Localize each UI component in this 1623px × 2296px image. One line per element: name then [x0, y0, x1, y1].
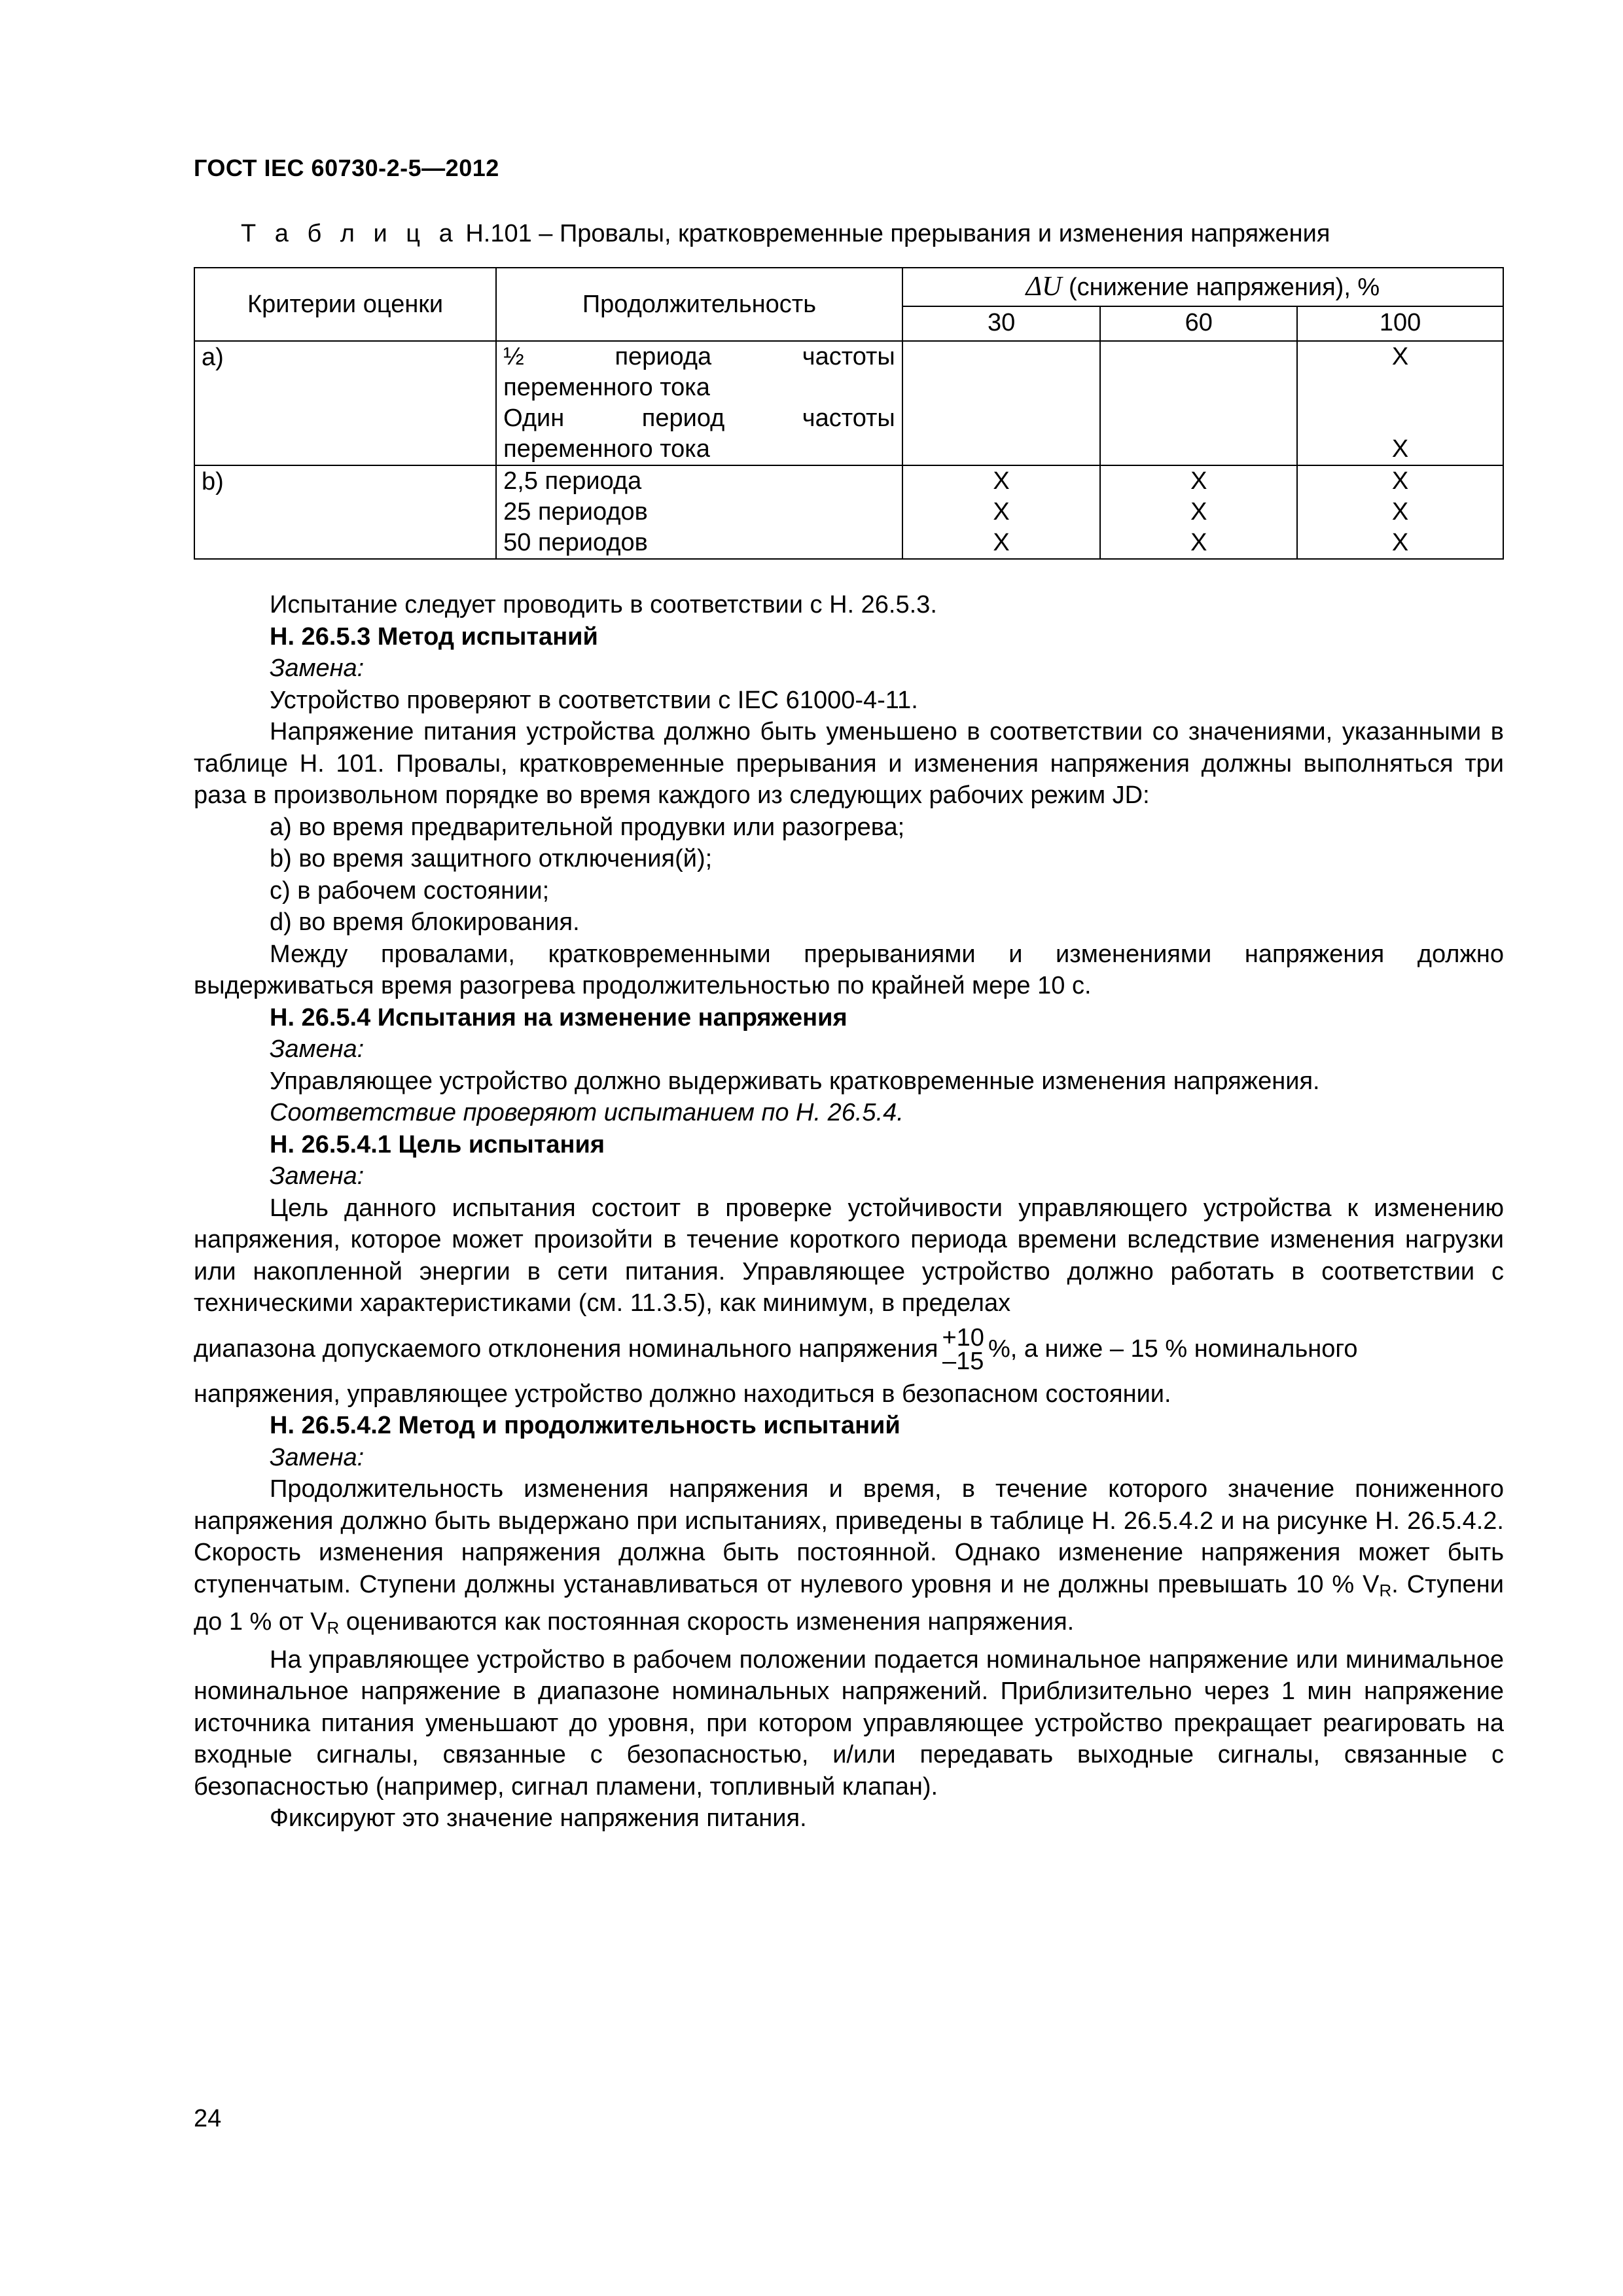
compliance-note: Соответствие проверяют испытанием по Н. 26.5.4.	[270, 1099, 904, 1126]
mark: X	[993, 467, 1010, 495]
list-item: а) во время предварительной продувки или разогрева;	[270, 813, 905, 841]
replacement-label: Замена:	[270, 655, 365, 682]
mark	[1107, 403, 1290, 434]
subscript: R	[1379, 1580, 1392, 1600]
paragraph: Между провалами, кратковременными прерываниями и изменениями напряжения должно выдерживаться время разогрева продолжительностью по крайней мере 10 с.	[194, 940, 1504, 999]
document-header: ГОСТ IEC 60730-2-5—2012	[194, 154, 499, 181]
text-run: оцениваются как постоянная скорость изменения напряжения.	[339, 1608, 1075, 1636]
duration-line: Один период частоты	[503, 404, 895, 432]
section-heading: Н. 26.5.4.1 Цель испытания	[270, 1130, 605, 1158]
header-criteria: Критерии оценки	[194, 268, 496, 341]
paragraph: Испытание следует проводить в соответствии с Н. 26.5.3.	[270, 591, 937, 619]
mark-cell-100	[1297, 465, 1503, 559]
tolerance-text-pre: диапазона допускаемого отклонения номинального напряжения	[194, 1335, 938, 1363]
paragraph	[194, 1473, 1504, 1644]
mark: X	[1190, 529, 1207, 556]
mark-cell-60	[1100, 341, 1297, 465]
paragraph: напряжения, управляющее устройство должно находиться в безопасном состоянии.	[194, 1380, 1171, 1408]
mark	[910, 372, 1094, 403]
duration-line: переменного тока	[503, 374, 710, 401]
text-run: Продолжительность изменения напряжения и время, в течение которого значение пониженного напряжения должно быть выдержано при испытаниях, приведены в таблице Н. 26.5.4.2 и на рисунке Н. 26.5.4.2. Скорость изменения напряжения должна быть постоянной. Однако изменение напряжения может быть ступенчатым. Ступени должны устанавливаться от нулевого уровня и не должны превышать 10 % V	[194, 1475, 1504, 1598]
mark	[1304, 372, 1496, 403]
table-caption-prefix: Т а б л и ц а	[241, 220, 459, 247]
mark: X	[1391, 435, 1409, 463]
list-item: d) во время блокирования.	[270, 908, 580, 936]
mark-cell-30	[902, 341, 1101, 465]
replacement-label: Замена:	[270, 1035, 365, 1063]
mark-cell-100	[1297, 341, 1503, 465]
section-heading: Н. 26.5.4.2 Метод и продолжительность испытаний	[270, 1412, 901, 1439]
tolerance-minus: –15	[942, 1348, 984, 1376]
mark: X	[1391, 343, 1409, 370]
mark: X	[1391, 529, 1409, 556]
paragraph: Напряжение питания устройства должно быть уменьшено в соответствии со значениями, указанными в таблице Н. 101. Провалы, кратковременные прерывания и изменения напряжения должны выполняться три раза в произвольном порядке во время каждого из следующих рабочих режим JD:	[194, 718, 1504, 809]
duration-line: 2,5 периода	[503, 467, 642, 495]
mark	[1107, 434, 1290, 465]
subscript: R	[327, 1618, 340, 1638]
tolerance-line	[194, 1319, 1504, 1378]
table-caption	[241, 220, 1330, 248]
mark: X	[1391, 467, 1409, 495]
table-caption-text: Н.101 – Провалы, кратковременные прерывания и изменения напряжения	[465, 220, 1330, 247]
mark: X	[1190, 467, 1207, 495]
duration-line: 25 периодов	[503, 498, 648, 526]
delta-u-symbol: ΔU	[1026, 272, 1062, 302]
section-heading: Н. 26.5.4 Испытания на изменение напряжения	[270, 1003, 847, 1031]
mark: X	[993, 498, 1010, 526]
paragraph: На управляющее устройство в рабочем положении подается номинальное напряжение или минимальное номинальное напряжение в диапазоне номинальных напряжений. Приблизительно через 1 мин напряжение источника питания уменьшают до уровня, при котором управляющее устройство прекращает реагировать на входные сигналы, связанные с безопасностью, и/или передавать выходные сигналы, связанные с безопасностью (например, сигнал пламени, топливный клапан).	[194, 1645, 1504, 1801]
mark: X	[1190, 498, 1207, 526]
paragraph: Цель данного испытания состоит в проверке устойчивости управляющего устройства к изменению напряжения, которое может произойти в течение короткого периода времени вследствие изменения нагрузки или накопленной энергии в сети питания. Управляющее устройство должно работать в соответствии с техническими характеристиками (см. 11.3.5), как минимум, в пределах	[194, 1194, 1504, 1317]
header-pct-60: 60	[1100, 306, 1297, 341]
page-number: 24	[194, 2105, 222, 2132]
section-heading: Н. 26.5.3 Метод испытаний	[270, 622, 598, 651]
tolerance-fraction	[942, 1324, 984, 1376]
criterion-cell: a)	[194, 341, 496, 465]
duration-line: переменного тока	[503, 435, 710, 463]
replacement-label: Замена:	[270, 1443, 365, 1471]
mark: X	[1391, 498, 1409, 526]
duration-cell	[496, 341, 902, 465]
mark	[1107, 342, 1290, 372]
mark	[910, 342, 1094, 372]
header-voltage-drop	[902, 268, 1503, 306]
voltage-drop-label: (снижение напряжения), %	[1069, 274, 1380, 302]
criterion-cell: b)	[194, 465, 496, 559]
mark	[910, 403, 1094, 434]
table-row-b	[194, 465, 1503, 559]
duration-cell	[496, 465, 902, 559]
list-item: b) во время защитного отключения(й);	[270, 845, 713, 872]
header-duration: Продолжительность	[496, 268, 902, 341]
table-row-a	[194, 341, 1503, 465]
mark	[910, 434, 1094, 465]
header-pct-30: 30	[902, 306, 1101, 341]
mark-cell-60	[1100, 465, 1297, 559]
mark	[1304, 403, 1496, 434]
mark	[1107, 372, 1290, 403]
tolerance-plus: +10	[942, 1324, 984, 1352]
duration-line: ½ периода частоты	[503, 343, 895, 370]
mark-cell-30	[902, 465, 1101, 559]
voltage-dips-table	[194, 267, 1504, 560]
list-item: c) в рабочем состоянии;	[270, 876, 550, 905]
duration-line: 50 периодов	[503, 529, 648, 556]
paragraph: Устройство проверяют в соответствии с IEC 61000-4-11.	[270, 686, 918, 714]
mark: X	[993, 529, 1010, 556]
header-pct-100: 100	[1297, 306, 1503, 341]
body-text	[194, 589, 1504, 1835]
paragraph: Фиксируют это значение напряжения питания.	[270, 1804, 807, 1832]
text-run: . Ступени до 1 % от V	[194, 1570, 1504, 1636]
tolerance-text-post: %, а ниже – 15 % номинального	[988, 1335, 1358, 1363]
paragraph: Управляющее устройство должно выдерживать кратковременные изменения напряжения.	[270, 1067, 1320, 1095]
replacement-label: Замена:	[270, 1162, 365, 1190]
